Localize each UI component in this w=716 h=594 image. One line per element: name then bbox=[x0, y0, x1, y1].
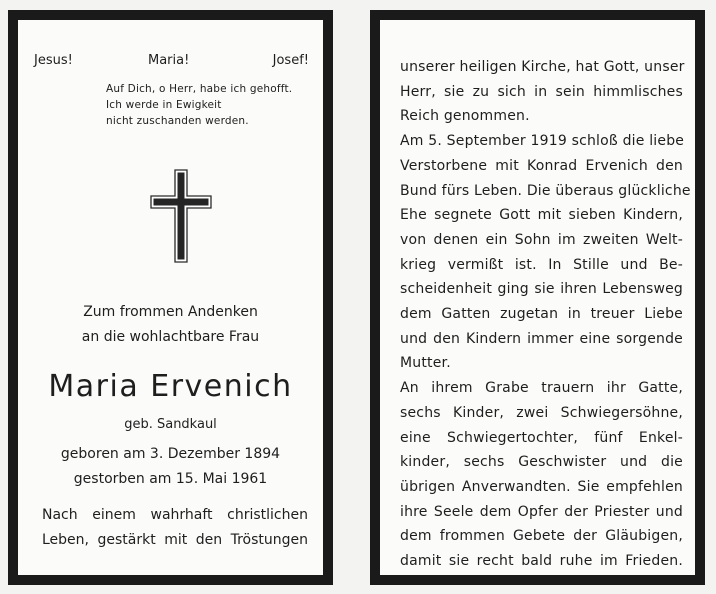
obituary-line: Am 5. September 1919 schloß die liebe bbox=[400, 133, 685, 150]
obituary-line: eine Schwiegertochter, fünf Enkel- bbox=[400, 429, 683, 446]
birth-date: geboren am 3. Dezember 1894 bbox=[60, 446, 281, 462]
prayer-line: Auf Dich, o Herr, habe ich gehofft. bbox=[106, 83, 293, 95]
deceased-name: Maria Ervenich bbox=[48, 369, 293, 404]
life-dates bbox=[18, 442, 323, 492]
obituary-line: unserer heiligen Kirche, hat Gott, unser bbox=[400, 59, 685, 75]
obituary-line: krieg vermißt ist. In Stille und Be- bbox=[400, 256, 683, 273]
memorial-line: Zum frommen Andenken bbox=[83, 304, 258, 320]
card-back-inner bbox=[380, 20, 695, 575]
obituary-line: sechs Kinder, zwei Schwiegersöhne, bbox=[400, 404, 683, 421]
memorial-card-back bbox=[370, 10, 705, 585]
holy-name-josef: Josef! bbox=[272, 53, 309, 68]
obituary-line: damit sie recht bald ruhe im Frieden. bbox=[400, 553, 683, 570]
holy-name-jesus: Jesus! bbox=[34, 53, 73, 68]
memorial-line: an die wohlachtbare Frau bbox=[81, 329, 260, 345]
death-date: gestorben am 15. Mai 1961 bbox=[73, 471, 268, 487]
obituary-line: Ehe segnete Gott mit sieben Kindern, bbox=[400, 207, 683, 224]
obituary-text bbox=[400, 55, 691, 574]
obituary-line: Verstorbene mit Konrad Ervenich den bbox=[400, 157, 683, 174]
card-front-inner bbox=[18, 20, 323, 575]
front-text bbox=[42, 503, 308, 553]
maiden-name: geb. Sandkaul bbox=[124, 417, 217, 432]
obituary-line: dem frommen Gebete der Gläubigen, bbox=[400, 528, 683, 545]
prayer-line: Ich werde in Ewigkeit bbox=[106, 99, 222, 111]
memorial-card-front bbox=[8, 10, 333, 585]
obituary-line: scheidenheit ging sie ihren Lebensweg bbox=[400, 281, 683, 298]
obituary-line: Mutter. bbox=[400, 355, 451, 372]
obituary-line: Reich genommen. bbox=[400, 108, 530, 125]
prayer-verse bbox=[106, 81, 292, 129]
obituary-line: von denen ein Sohn im zweiten Welt- bbox=[400, 231, 683, 248]
obituary-line: ihre Seele dem Opfer der Priester und bbox=[400, 503, 683, 520]
obituary-line: Herr, sie zu sich in sein himmlisches bbox=[400, 83, 683, 100]
obituary-line: und den Kindern immer eine sorgende bbox=[400, 330, 683, 347]
front-text-line: Leben, gestärkt mit den Tröstungen bbox=[42, 532, 308, 548]
front-text-line: Nach einem wahrhaft christlichen bbox=[42, 507, 308, 523]
holy-name-maria: Maria! bbox=[148, 53, 190, 68]
memorial-intro bbox=[18, 300, 323, 350]
obituary-line: An ihrem Grabe trauern ihr Gatte, bbox=[400, 380, 683, 397]
cross-icon bbox=[149, 168, 213, 264]
obituary-line: kinder, sechs Geschwister und die bbox=[400, 454, 683, 471]
obituary-line: übrigen Anverwandten. Sie empfehlen bbox=[400, 478, 683, 495]
prayer-line: nicht zuschanden werden. bbox=[106, 115, 249, 127]
obituary-line: dem Gatten zugetan in treuer Liebe bbox=[400, 306, 683, 323]
obituary-line: Bund fürs Leben. Die überaus glückliche bbox=[400, 182, 691, 199]
